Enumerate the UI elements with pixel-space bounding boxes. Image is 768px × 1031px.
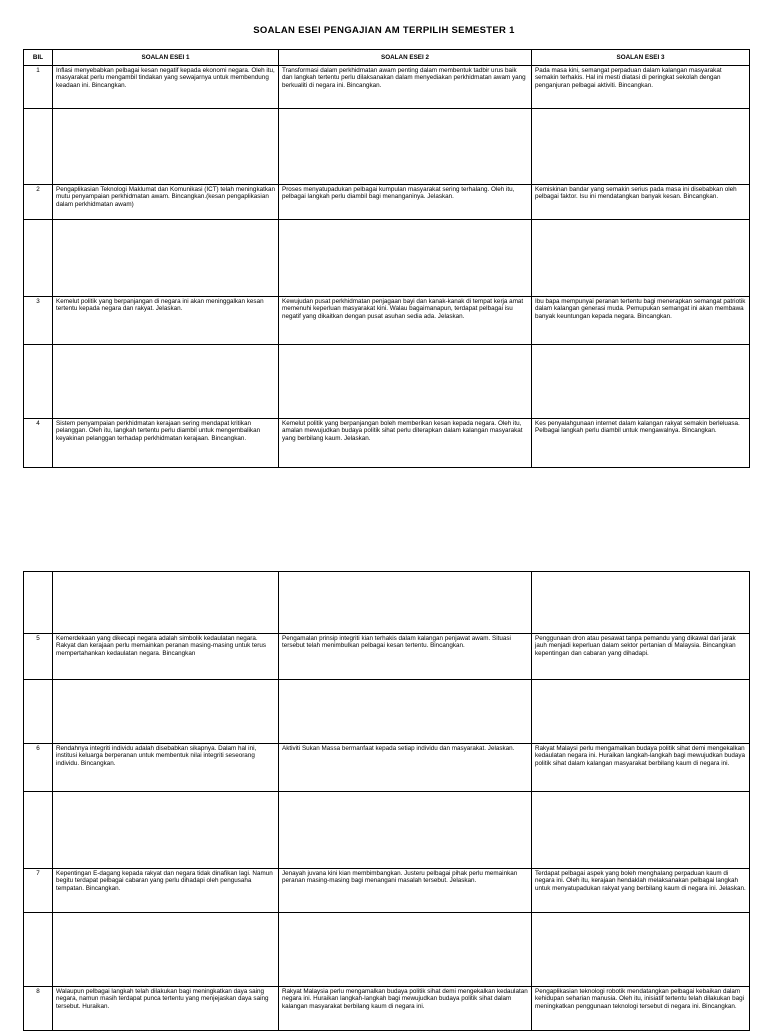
question-cell: Pengaplikasian teknologi robotik mendatangkan pelbagai kebaikan dalam kehidupan seharian manusia. Oleh itu, inisiatif tertentu telah dilakukan bagi meningkatkan penggunaan teknologi tersebut di negara ini. Bincangkan. bbox=[532, 987, 750, 1031]
question-cell: Sistem penyampaian perkhidmatan kerajaan sering mendapat kritikan pelanggan. Oleh itu, langkah tertentu perlu diambil untuk mengembalikan keyakinan pelanggan terhadap perkhidmatan kerajaan. Bincangkan. bbox=[53, 419, 279, 468]
blank-cell bbox=[532, 572, 750, 634]
question-cell: Rakyat Malaysia perlu mengamalkan budaya politik sihat demi mengekalkan kedaulatan negara ini. Huraikan langkah-langkah bagi mewujudkan budaya politik sihat dalam kalangan masyarakat berbilang kaum di negara ini. bbox=[279, 987, 532, 1031]
answer-row bbox=[24, 913, 750, 987]
blank-cell bbox=[53, 913, 279, 987]
question-cell: Kemelut politik yang berpanjangan di negara ini akan meninggalkan kesan tertentu kepada negara dan rakyat. Jelaskan. bbox=[53, 297, 279, 345]
header-soalan-esei-1: SOALAN ESEI 1 bbox=[53, 50, 279, 66]
blank-cell bbox=[24, 680, 53, 744]
bil-cell: 5 bbox=[24, 634, 53, 680]
table-row bbox=[24, 634, 750, 680]
table-row bbox=[24, 66, 750, 109]
blank-cell bbox=[24, 220, 53, 297]
blank-cell bbox=[53, 345, 279, 419]
bil-cell: 6 bbox=[24, 744, 53, 792]
question-cell: Kemerdekaan yang dikecapi negara adalah simbolik kedaulatan negara. Rakyat dan kerajaan perlu memainkan peranan masing-masing untuk terus mempertahankan kedaulatan negara. Bincangkan bbox=[53, 634, 279, 680]
question-cell: Rakyat Malaysi perlu mengamalkan budaya politik sihat demi mengekalkan kedaulatan negara ini. Huraikan langkah-langkah bagi mewujudkan budaya politik sihat dalam kalangan masyarakat berbilang kaum di negara ini. bbox=[532, 744, 750, 792]
blank-cell bbox=[53, 792, 279, 869]
blank-cell bbox=[53, 680, 279, 744]
blank-cell bbox=[532, 220, 750, 297]
blank-cell bbox=[24, 345, 53, 419]
question-cell: Kemiskinan bandar yang semakin serius pada masa ini disebabkan oleh pelbagai faktor. Isu ini mendatangkan banyak kesan. Bincangkan. bbox=[532, 185, 750, 220]
table-row bbox=[24, 185, 750, 220]
question-cell: Kepentingan E-dagang kepada rakyat dan negara tidak dinafikan lagi. Namun begitu terdapat pelbagai cabaran yang perlu dihadapi oleh pengusaha tempatan. Bincangkan. bbox=[53, 869, 279, 913]
essay-table-part-1 bbox=[23, 49, 750, 468]
blank-cell bbox=[279, 572, 532, 634]
question-cell: Terdapat pelbagai aspek yang boleh menghalang perpaduan kaum di negara ini. Oleh itu, kerajaan hendaklah melaksanakan pelbagai langkah untuk menyatupadukan rakyat yang berbilang kaum di negara ini. Jelaskan. bbox=[532, 869, 750, 913]
question-cell: Jenayah juvana kini kian membimbangkan. Justeru pelbagai pihak perlu memainkan peranan masing-masing bagi menangani masalah tersebut. Jelaskan. bbox=[279, 869, 532, 913]
answer-row bbox=[24, 680, 750, 744]
question-cell: Walaupun pelbagai langkah telah dilakukan bagi meningkatkan daya saing negara, namun masih terdapat punca tertentu yang menjejaskan daya saing tersebut. Huraikan. bbox=[53, 987, 279, 1031]
table-row bbox=[24, 744, 750, 792]
blank-cell bbox=[279, 345, 532, 419]
blank-cell bbox=[24, 572, 53, 634]
question-cell: Pada masa kini, semangat perpaduan dalam kalangan masyarakat semakin terhakis. Hal ini mesti diatasi di peringkat sekolah dengan penganjuran pelbagai aktiviti. Bincangkan. bbox=[532, 66, 750, 109]
question-cell: Kes penyalahgunaan internet dalam kalangan rakyat semakin berleluasa. Pelbagai langkah perlu diambil untuk mengawalnya. Bincangkan. bbox=[532, 419, 750, 468]
blank-cell bbox=[24, 913, 53, 987]
blank-cell bbox=[532, 345, 750, 419]
blank-cell bbox=[279, 109, 532, 185]
header-row bbox=[24, 50, 750, 66]
blank-cell bbox=[279, 913, 532, 987]
table-row bbox=[24, 869, 750, 913]
answer-row bbox=[24, 792, 750, 869]
bil-cell: 4 bbox=[24, 419, 53, 468]
question-cell: Transformasi dalam perkhidmatan awam penting dalam membentuk tadbir urus baik dan langkah tertentu perlu dilaksanakan dalam menyediakan perkhidmatan awam yang berkualiti di negara ini. Bincangkan. bbox=[279, 66, 532, 109]
answer-row bbox=[24, 220, 750, 297]
answer-row bbox=[24, 345, 750, 419]
blank-cell bbox=[53, 109, 279, 185]
answer-row bbox=[24, 109, 750, 185]
blank-cell bbox=[532, 792, 750, 869]
header-bil: BIL bbox=[24, 50, 53, 66]
blank-cell bbox=[279, 792, 532, 869]
question-cell: Inflasi menyebabkan pelbagai kesan negatif kepada ekonomi negara. Oleh itu, masyarakat perlu mengambil tindakan yang sewajarnya untuk membendung keadaan ini. Bincangkan. bbox=[53, 66, 279, 109]
blank-cell bbox=[532, 913, 750, 987]
header-soalan-esei-2: SOALAN ESEI 2 bbox=[279, 50, 532, 66]
table-row bbox=[24, 419, 750, 468]
question-cell: Ibu bapa mempunyai peranan tertentu bagi menerapkan semangat patriotik dalam kalangan generasi muda. Pemupukan semangat ini akan membawa banyak keuntungan kepada negara. Bincangkan. bbox=[532, 297, 750, 345]
question-cell: Penggunaan dron atau pesawat tanpa pemandu yang dikawal dari jarak jauh menjadi keperluan dalam sektor pertanian di Malaysia. Bincangkan kepentingan dan cabaran yang dihadapi. bbox=[532, 634, 750, 680]
question-cell: Aktiviti Sukan Massa bermanfaat kepada setiap individu dan masyarakat. Jelaskan. bbox=[279, 744, 532, 792]
bil-cell: 8 bbox=[24, 987, 53, 1031]
blank-cell bbox=[53, 220, 279, 297]
question-cell: Kemelut politik yang berpanjangan boleh memberikan kesan kepada negara. Oleh itu, amalan mewujudkan budaya politik sihat perlu diterapkan dalam kalangan masyarakat yang berbilang kaum. Jelaskan. bbox=[279, 419, 532, 468]
question-cell: Rendahnya integriti individu adalah disebabkan sikapnya. Dalam hal ini, institusi keluarga berperanan untuk membentuk nilai integriti seseorang individu. Bincangkan. bbox=[53, 744, 279, 792]
blank-cell bbox=[24, 792, 53, 869]
page-title: SOALAN ESEI PENGAJIAN AM TERPILIH SEMESTER 1 bbox=[253, 25, 515, 36]
essay-table-part-2 bbox=[23, 571, 750, 1031]
question-cell: Pengamalan prinsip integriti kian terhakis dalam kalangan penjawat awam. Situasi tersebut telah menimbulkan pelbagai kesan tertentu. Bincangkan. bbox=[279, 634, 532, 680]
blank-cell bbox=[53, 572, 279, 634]
table-row bbox=[24, 297, 750, 345]
question-cell: Kewujudan pusat perkhidmatan penjagaan bayi dan kanak-kanak di tempat kerja amat memenuhi keperluan masyarakat kini. Walau bagaimanapun, terdapat pelbagai isu negatif yang dikaitkan dengan pusat asuhan sedia ada. Jelaskan. bbox=[279, 297, 532, 345]
blank-cell bbox=[279, 220, 532, 297]
bil-cell: 3 bbox=[24, 297, 53, 345]
blank-cell bbox=[532, 109, 750, 185]
blank-cell bbox=[532, 680, 750, 744]
answer-row bbox=[24, 572, 750, 634]
bil-cell: 1 bbox=[24, 66, 53, 109]
header-soalan-esei-3: SOALAN ESEI 3 bbox=[532, 50, 750, 66]
bil-cell: 7 bbox=[24, 869, 53, 913]
question-cell: Pengaplikasian Teknologi Maklumat dan Komunikasi (ICT) telah meningkatkan mutu penyampaian perkhidmatan awam. Bincangkan.(kesan pengaplikasian dalam perkhidmatan awam) bbox=[53, 185, 279, 220]
bil-cell: 2 bbox=[24, 185, 53, 220]
question-cell: Proses menyatupadukan pelbagai kumpulan masyarakat sering terhalang. Oleh itu, pelbagai langkah perlu diambil bagi menanganinya. Jelaskan. bbox=[279, 185, 532, 220]
blank-cell bbox=[279, 680, 532, 744]
blank-cell bbox=[24, 109, 53, 185]
